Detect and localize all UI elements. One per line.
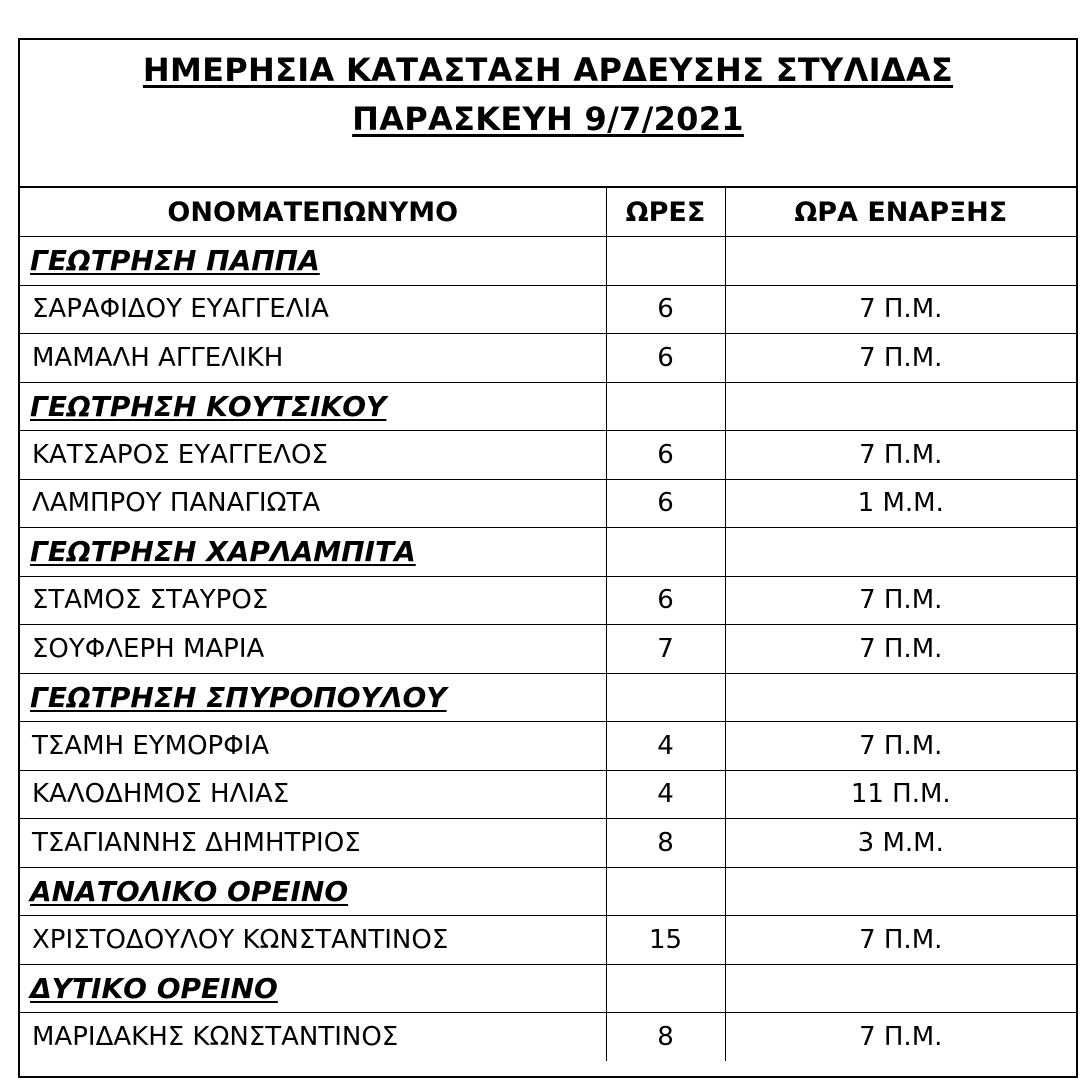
column-header-name: ΟΝΟΜΑΤΕΠΩΝΥΜΟ (20, 188, 606, 237)
section-row (20, 673, 1076, 722)
start-time-cell: 1 Μ.Μ. (725, 479, 1076, 528)
person-name: ΜΑΡΙΔΑΚΗΣ ΚΩΝΣΤΑΝΤΙΝΟΣ (20, 1013, 606, 1062)
person-name: ΣΟΥΦΛΕΡΗ ΜΑΡΙΑ (20, 625, 606, 674)
empty-cell (606, 382, 725, 431)
empty-cell (725, 964, 1076, 1013)
person-name: ΚΑΛΟΔΗΜΟΣ ΗΛΙΑΣ (20, 770, 606, 819)
header-row (20, 188, 1076, 237)
section-title: ΓΕΩΤΡΗΣΗ ΣΠΥΡΟΠΟΥΛΟΥ (20, 673, 606, 722)
empty-cell (606, 673, 725, 722)
table-row (20, 916, 1076, 965)
person-name: ΧΡΙΣΤΟΔΟΥΛΟΥ ΚΩΝΣΤΑΝΤΙΝΟΣ (20, 916, 606, 965)
document-title: ΗΜΕΡΗΣΙΑ ΚΑΤΑΣΤΑΣΗ ΑΡΔΕΥΣΗΣ ΣΤΥΛΙΔΑΣ (142, 51, 954, 89)
hours-cell: 8 (606, 1013, 725, 1062)
table-row (20, 431, 1076, 480)
section-row (20, 867, 1076, 916)
empty-cell (606, 528, 725, 577)
person-name: ΤΣΑΓΙΑΝΝΗΣ ΔΗΜΗΤΡΙΟΣ (20, 819, 606, 868)
person-name: ΣΤΑΜΟΣ ΣΤΑΥΡΟΣ (20, 576, 606, 625)
empty-cell (725, 867, 1076, 916)
hours-cell: 6 (606, 576, 725, 625)
section-row (20, 528, 1076, 577)
section-title: ΑΝΑΤΟΛΙΚΟ ΟΡΕΙΝΟ (20, 867, 606, 916)
person-name: ΜΑΜΑΛΗ ΑΓΓΕΛΙΚΗ (20, 334, 606, 383)
empty-cell (725, 673, 1076, 722)
start-time-cell: 11 Π.Μ. (725, 770, 1076, 819)
start-time-cell: 7 Π.Μ. (725, 431, 1076, 480)
person-name: ΚΑΤΣΑΡΟΣ ΕΥΑΓΓΕΛΟΣ (20, 431, 606, 480)
empty-cell (606, 964, 725, 1013)
empty-cell (725, 237, 1076, 286)
table-row (20, 770, 1076, 819)
hours-cell: 7 (606, 625, 725, 674)
table-row (20, 625, 1076, 674)
table-row (20, 722, 1076, 771)
empty-cell (606, 867, 725, 916)
hours-cell: 6 (606, 285, 725, 334)
section-title: ΔΥΤΙΚΟ ΟΡΕΙΝΟ (20, 964, 606, 1013)
hours-cell: 6 (606, 431, 725, 480)
section-title: ΓΕΩΤΡΗΣΗ ΧΑΡΛΑΜΠΙΤΑ (20, 528, 606, 577)
empty-cell (606, 237, 725, 286)
table-row (20, 285, 1076, 334)
start-time-cell: 7 Π.Μ. (725, 576, 1076, 625)
empty-cell (725, 528, 1076, 577)
person-name: ΛΑΜΠΡΟΥ ΠΑΝΑΓΙΩΤΑ (20, 479, 606, 528)
section-row (20, 382, 1076, 431)
hours-cell: 15 (606, 916, 725, 965)
table-row (20, 576, 1076, 625)
start-time-cell: 7 Π.Μ. (725, 625, 1076, 674)
schedule-table-body (20, 188, 1076, 1061)
person-name: ΤΣΑΜΗ ΕΥΜΟΡΦΙΑ (20, 722, 606, 771)
table-row (20, 1013, 1076, 1062)
hours-cell: 4 (606, 722, 725, 771)
table-row (20, 819, 1076, 868)
section-title: ΓΕΩΤΡΗΣΗ ΚΟΥΤΣΙΚΟΥ (20, 382, 606, 431)
start-time-cell: 7 Π.Μ. (725, 916, 1076, 965)
start-time-cell: 7 Π.Μ. (725, 1013, 1076, 1062)
hours-cell: 6 (606, 479, 725, 528)
hours-cell: 6 (606, 334, 725, 383)
document-date: ΠΑΡΑΣΚΕΥΗ 9/7/2021 (352, 100, 744, 138)
start-time-cell: 7 Π.Μ. (725, 722, 1076, 771)
hours-cell: 4 (606, 770, 725, 819)
column-header-hours: ΩΡΕΣ (606, 188, 725, 237)
column-header-start-time: ΩΡΑ ΕΝΑΡΞΗΣ (725, 188, 1076, 237)
table-row (20, 479, 1076, 528)
section-title: ΓΕΩΤΡΗΣΗ ΠΑΠΠΑ (20, 237, 606, 286)
empty-cell (725, 382, 1076, 431)
title-block (20, 40, 1076, 188)
section-row (20, 964, 1076, 1013)
schedule-table (20, 188, 1076, 1061)
section-row (20, 237, 1076, 286)
start-time-cell: 7 Π.Μ. (725, 285, 1076, 334)
hours-cell: 8 (606, 819, 725, 868)
person-name: ΣΑΡΑΦΙΔΟΥ ΕΥΑΓΓΕΛΙΑ (20, 285, 606, 334)
start-time-cell: 3 Μ.Μ. (725, 819, 1076, 868)
start-time-cell: 7 Π.Μ. (725, 334, 1076, 383)
irrigation-schedule-document (18, 38, 1078, 1078)
table-row (20, 334, 1076, 383)
